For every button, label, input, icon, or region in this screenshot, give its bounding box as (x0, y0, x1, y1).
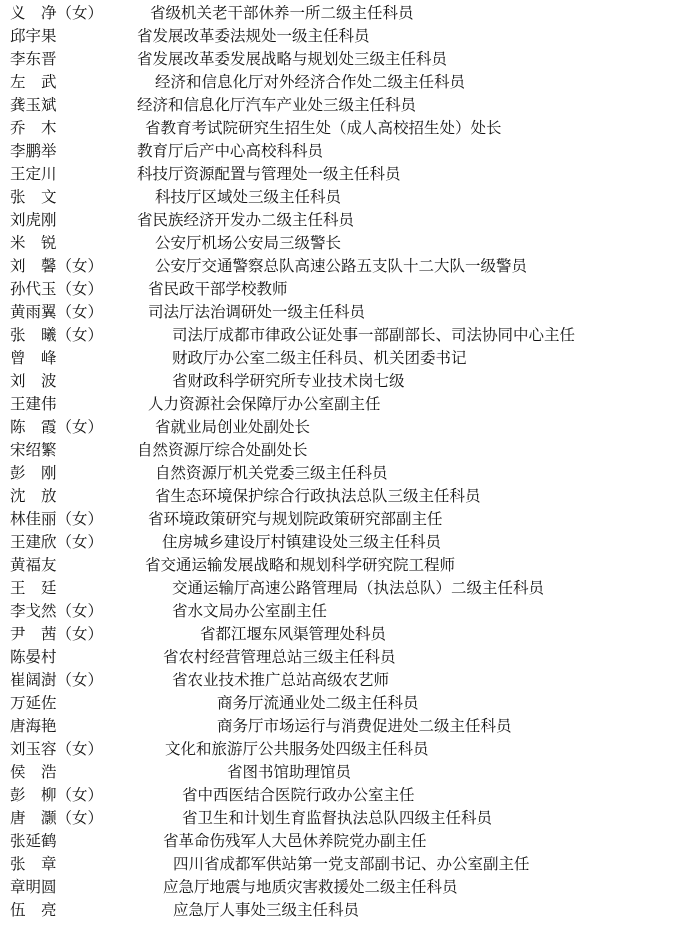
person-position: 交通运输厅高速公路管理局（执法总队）二级主任科员 (172, 579, 545, 597)
person-name: 龚玉斌 (10, 96, 57, 114)
person-position: 科技厅区域处三级主任科员 (155, 188, 342, 206)
person-name: 王 廷 (10, 579, 57, 597)
person-name: 邱宇果 (10, 27, 57, 45)
person-name: 张 曦（女） (10, 326, 104, 344)
person-position: 经济和信息化厅对外经济合作处二级主任科员 (155, 73, 466, 91)
person-name: 刘虎刚 (10, 211, 57, 229)
person-position: 商务厅市场运行与消费促进处二级主任科员 (217, 717, 512, 735)
person-position: 省图书馆助理馆员 (227, 763, 352, 781)
person-name: 唐海艳 (10, 717, 57, 735)
person-name: 张 章 (10, 855, 57, 873)
person-name: 侯 浩 (10, 763, 57, 781)
person-name: 唐 灏（女） (10, 809, 104, 827)
person-name: 义 净（女） (10, 4, 104, 22)
person-name: 宋绍繁 (10, 441, 57, 459)
person-position: 司法厅法治调研处一级主任科员 (148, 303, 366, 321)
person-name: 左 武 (10, 73, 57, 91)
person-name: 崔阔澍（女） (10, 671, 104, 689)
person-position: 省水文局办公室副主任 (172, 602, 328, 620)
person-position: 经济和信息化厅汽车产业处三级主任科员 (137, 96, 417, 114)
person-position: 应急厅地震与地质灾害救援处二级主任科员 (163, 878, 458, 896)
person-position: 省财政科学研究所专业技术岗七级 (172, 372, 405, 390)
person-name: 刘 馨（女） (10, 257, 104, 275)
person-position: 司法厅成都市律政公证处事一部副部长、司法协同中心主任 (172, 326, 576, 344)
person-position: 省发展改革委法规处一级主任科员 (137, 27, 370, 45)
person-position: 省就业局创业处副处长 (155, 418, 311, 436)
person-position: 省都江堰东风渠管理处科员 (200, 625, 387, 643)
person-position: 应急厅人事处三级主任科员 (173, 901, 360, 919)
person-name: 万延佐 (10, 694, 57, 712)
person-position: 省环境政策研究与规划院政策研究部副主任 (148, 510, 443, 528)
person-position: 省农村经营管理总站三级主任科员 (163, 648, 396, 666)
person-name: 张 文 (10, 188, 57, 206)
person-name: 刘 波 (10, 372, 57, 390)
person-position: 省卫生和计划生育监督执法总队四级主任科员 (182, 809, 493, 827)
person-position: 公安厅交通警察总队高速公路五支队十二大队一级警员 (155, 257, 528, 275)
person-position: 省教育考试院研究生招生处（成人高校招生处）处长 (145, 119, 502, 137)
person-position: 四川省成都军供站第一党支部副书记、办公室副主任 (173, 855, 530, 873)
person-name: 陈 霞（女） (10, 418, 104, 436)
person-position: 省交通运输发展战略和规划科学研究院工程师 (145, 556, 456, 574)
person-position: 省级机关老干部休养一所二级主任科员 (150, 4, 414, 22)
person-position: 省民政干部学校教师 (148, 280, 288, 298)
person-name: 曾 峰 (10, 349, 57, 367)
person-name: 米 锐 (10, 234, 57, 252)
person-name: 尹 茜（女） (10, 625, 104, 643)
person-name: 黄雨翼（女） (10, 303, 104, 321)
person-position: 科技厅资源配置与管理处一级主任科员 (137, 165, 401, 183)
person-name: 孙代玉（女） (10, 280, 104, 298)
person-name: 李东晋 (10, 50, 57, 68)
person-position: 自然资源厅机关党委三级主任科员 (155, 464, 388, 482)
person-position: 公安厅机场公安局三级警长 (155, 234, 342, 252)
person-name: 乔 木 (10, 119, 57, 137)
person-position: 省中西医结合医院行政办公室主任 (182, 786, 415, 804)
person-name: 彭 刚 (10, 464, 57, 482)
person-name: 陈晏村 (10, 648, 57, 666)
person-position: 商务厅流通业处二级主任科员 (217, 694, 419, 712)
person-name: 李鹏举 (10, 142, 57, 160)
person-name: 彭 柳（女） (10, 786, 104, 804)
person-position: 文化和旅游厅公共服务处四级主任科员 (165, 740, 429, 758)
person-position: 省农业技术推广总站高级农艺师 (172, 671, 390, 689)
person-name: 林佳丽（女） (10, 510, 104, 528)
person-position: 省革命伤残军人大邑休养院党办副主任 (163, 832, 427, 850)
person-name: 王建伟 (10, 395, 57, 413)
person-name: 伍 亮 (10, 901, 57, 919)
person-name: 李戈然（女） (10, 602, 104, 620)
person-position: 教育厅后产中心高校科科员 (137, 142, 324, 160)
person-position: 省发展改革委发展战略与规划处三级主任科员 (137, 50, 448, 68)
person-name: 王建欣（女） (10, 533, 104, 551)
person-position: 省民族经济开发办二级主任科员 (137, 211, 355, 229)
person-position: 住房城乡建设厅村镇建设处三级主任科员 (162, 533, 442, 551)
person-name: 章明圆 (10, 878, 57, 896)
person-name: 王定川 (10, 165, 57, 183)
person-position: 自然资源厅综合处副处长 (137, 441, 308, 459)
person-position: 人力资源社会保障厅办公室副主任 (148, 395, 381, 413)
person-name: 张延鹤 (10, 832, 57, 850)
person-position: 省生态环境保护综合行政执法总队三级主任科员 (155, 487, 481, 505)
person-name: 沈 放 (10, 487, 57, 505)
person-position: 财政厅办公室二级主任科员、机关团委书记 (172, 349, 467, 367)
person-name: 黄福友 (10, 556, 57, 574)
person-name: 刘玉容（女） (10, 740, 104, 758)
